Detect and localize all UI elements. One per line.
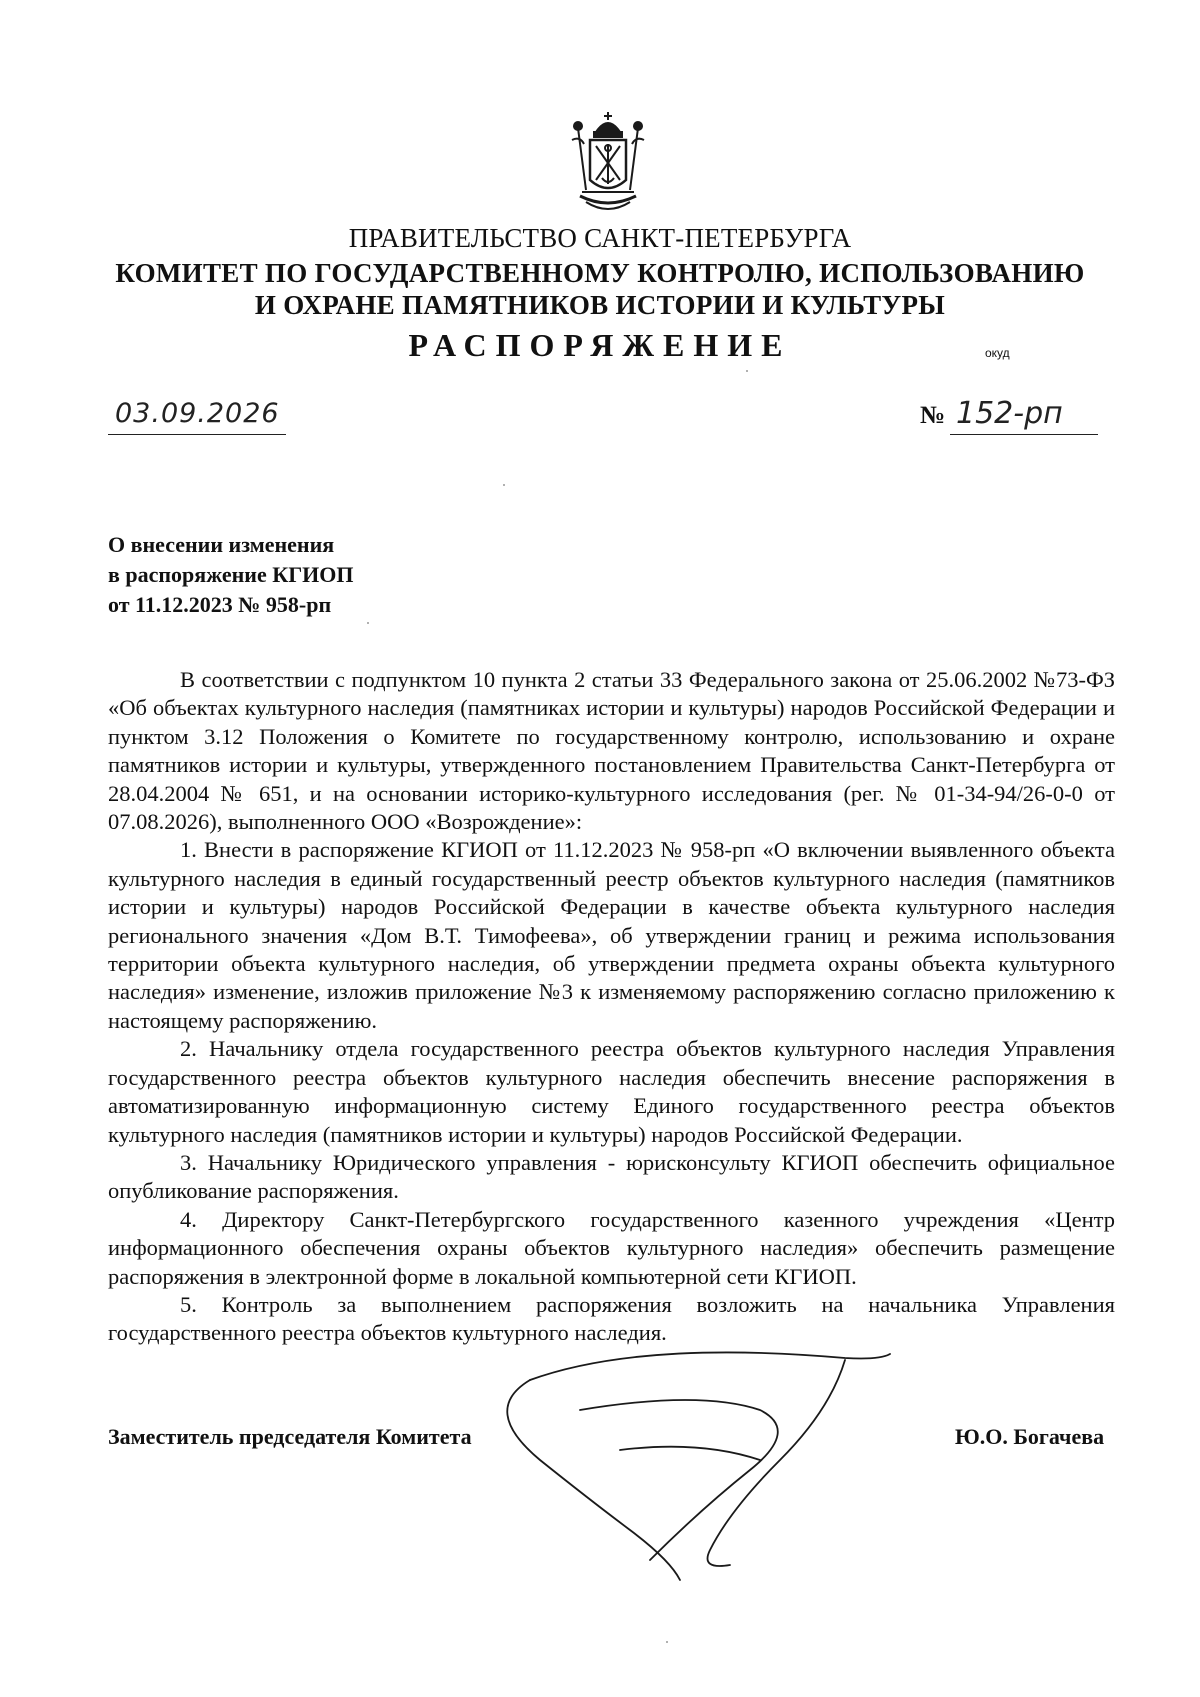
order-item-4: 4. Директору Санкт-Петербургского государственного казенного учреждения «Центр информационного обеспечения охраны объектов культурного наследия» обеспечить размещение распоряжения в электронной форме в локальной компьютерной сети КГИОП. bbox=[108, 1206, 1115, 1289]
scan-speck bbox=[666, 1641, 668, 1643]
document-subject bbox=[108, 530, 354, 620]
subject-line: от 11.12.2023 № 958-рп bbox=[108, 592, 332, 617]
saint-petersburg-coat-of-arms-icon bbox=[566, 110, 650, 218]
committee-title-line2: И ОХРАНЕ ПАМЯТНИКОВ ИСТОРИИ И КУЛЬТУРЫ bbox=[254, 290, 946, 320]
order-item-2: 2. Начальнику отдела государственного реестра объектов культурного наследия Управления государственного реестра объектов культурного наследия обеспечить внесение распоряжения в автоматизированную информационную систему Единого государственного реестра объектов культурного наследия (памятников истории и культуры) народов Российской Федерации. bbox=[108, 1036, 1115, 1147]
document-type-title: РАСПОРЯЖЕНИЕ bbox=[408, 327, 792, 363]
scan-speck bbox=[746, 370, 748, 372]
government-title: ПРАВИТЕЛЬСТВО САНКТ-ПЕТЕРБУРГА bbox=[348, 223, 852, 253]
order-item-5: 5. Контроль за выполнением распоряжения возложить на начальника Управления государственного реестра объектов культурного наследия. bbox=[108, 1291, 1115, 1346]
okud-label: окуд bbox=[985, 346, 1010, 360]
document-body bbox=[108, 666, 1115, 1348]
signatory-name: Ю.О. Богачева bbox=[955, 1424, 1105, 1449]
document-number: 152-рп bbox=[956, 396, 1063, 431]
scan-speck bbox=[503, 484, 505, 486]
handwritten-signature bbox=[500, 1350, 930, 1590]
document-date: 03.09.2026 bbox=[115, 398, 280, 429]
committee-title-line1: КОМИТЕТ ПО ГОСУДАРСТВЕННОМУ КОНТРОЛЮ, ИСПОЛЬЗОВАНИЮ bbox=[115, 258, 1085, 288]
signatory-position: Заместитель председателя Комитета bbox=[108, 1424, 472, 1449]
scan-speck bbox=[367, 622, 369, 624]
number-label: № bbox=[920, 402, 946, 429]
subject-line: в распоряжение КГИОП bbox=[108, 562, 354, 587]
preamble-paragraph: В соответствии с подпунктом 10 пункта 2 статьи 33 Федерального закона от 25.06.2002 №73-ФЗ «Об объектах культурного наследия (памятниках истории и культуры) народов Российской Федерации и пунктом 3.12 Положения о Комитете по государственному контролю, использованию и охране памятников истории и культуры, утвержденного постановлением Правительства Санкт-Петербурга от 28.04.2004 № 651, и на основании историко-культурного исследования (рег. № 01-34-94/26-0-0 от 07.08.2026), выполненного ООО «Возрождение»: bbox=[108, 667, 1115, 835]
order-item-3: 3. Начальнику Юридического управления - юрисконсульту КГИОП обеспечить официальное опубликование распоряжения. bbox=[108, 1149, 1115, 1204]
order-item-1: 1. Внести в распоряжение КГИОП от 11.12.2023 № 958-рп «О включении выявленного объекта культурного наследия в единый государственный реестр объектов культурного наследия (памятников истории и культуры) народов Российской Федерации в качестве объекта культурного наследия регионального значения «Дом В.Т. Тимофеева», об утверждении границ и режима использования территории объекта культурного наследия, об утверждении предмета охраны объекта культурного наследия» изменение, изложив приложение №3 к изменяемому распоряжению согласно приложению к настоящему распоряжению. bbox=[108, 837, 1115, 1033]
subject-line: О внесении изменения bbox=[108, 532, 335, 557]
